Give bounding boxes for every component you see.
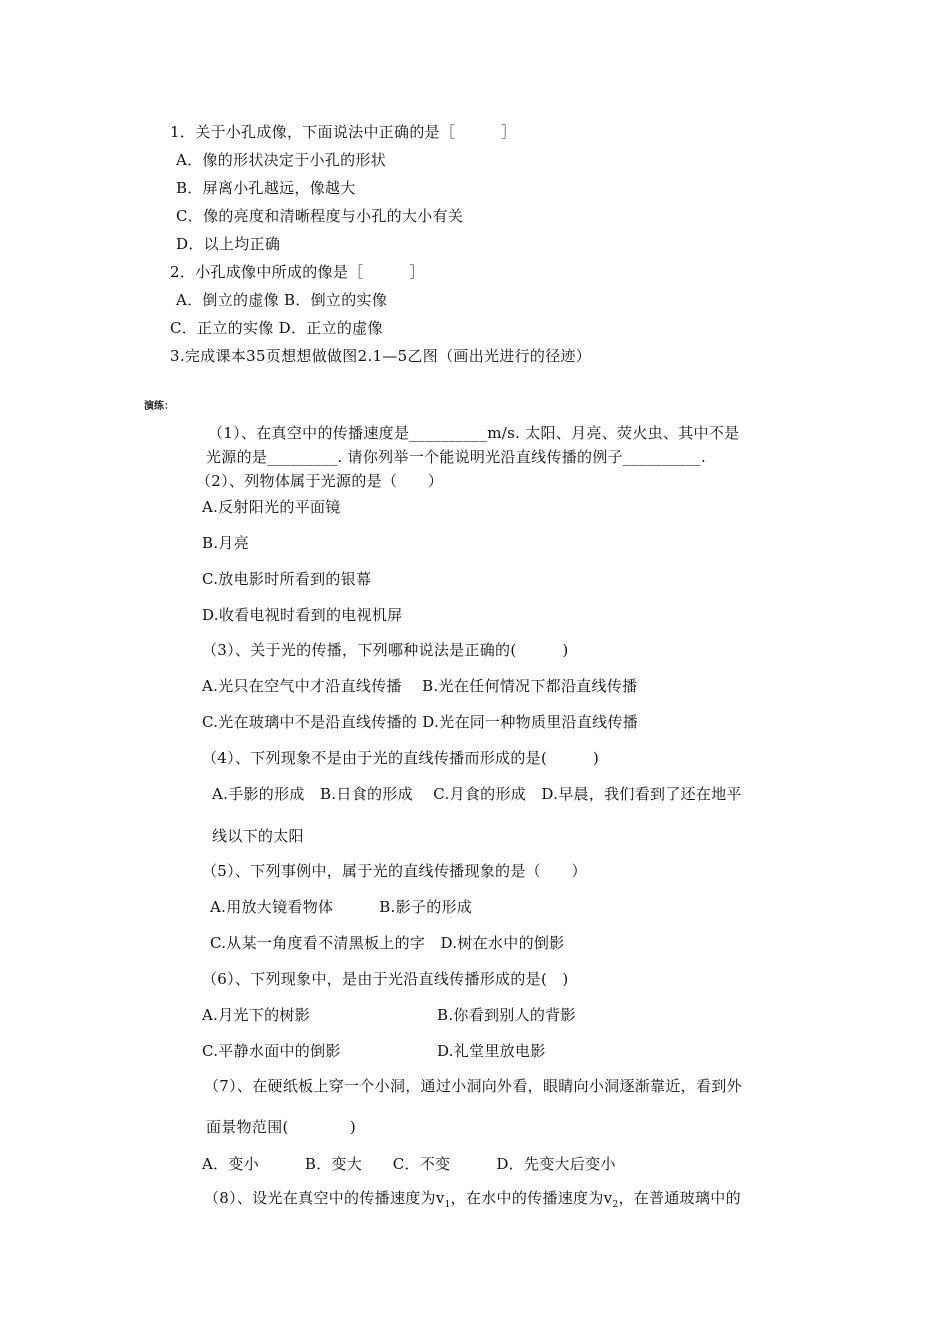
practice-5-options-line1: A.用放大镜看物体 B.影子的形成 xyxy=(210,898,473,916)
question-1-option-b: B．屏离小孔越远，像越大 xyxy=(176,179,356,197)
practice-label: 演练： xyxy=(144,401,174,412)
practice-2-option-c: C.放电影时所看到的银幕 xyxy=(202,570,372,588)
practice-6-option-c: C.平静水面中的倒影 xyxy=(202,1042,341,1060)
practice-3-options-line2: C.光在玻璃中不是沿直线传播的 D.光在同一种物质里沿直线传播 xyxy=(202,713,639,731)
practice-2-option-b: B.月亮 xyxy=(202,534,249,552)
practice-6-option-a: A.月光下的树影 xyxy=(202,1006,311,1024)
practice-2-option-d: D.收看电视时看到的电视机屏 xyxy=(202,606,403,624)
practice-4-stem: （4）、下列现象不是由于光的直线传播而形成的是( ) xyxy=(202,749,600,767)
practice-7-options: A．变小 B．变大 C．不变 D．先变大后变小 xyxy=(202,1155,616,1173)
practice-8-subscript-2: 2 xyxy=(612,1200,619,1210)
question-1-stem: 1．关于小孔成像，下面说法中正确的是［ ］ xyxy=(170,123,517,141)
practice-3-stem: （3）、关于光的传播，下列哪种说法是正确的( ) xyxy=(202,641,569,659)
practice-2-stem: （2）、列物体属于光源的是（ ） xyxy=(196,472,444,490)
practice-8-subscript-1: 1 xyxy=(444,1200,451,1210)
question-1-option-c: C．像的亮度和清晰程度与小孔的大小有关 xyxy=(176,207,464,225)
practice-4-options-line1: A.手影的形成 B.日食的形成 C.月食的形成 D.早晨，我们看到了还在地平 xyxy=(212,785,742,803)
practice-8-text-1: （8）、设光在真空中的传播速度为v xyxy=(204,1189,445,1207)
question-1-option-a: A．像的形状决定于小孔的形状 xyxy=(176,151,387,169)
question-3: 3.完成课本35页想想做做图2.1—5乙图（画出光进行的径迹） xyxy=(170,347,592,365)
practice-7-line2: 面景物范围( ) xyxy=(206,1118,357,1136)
practice-1-line1: （1）、在真空中的传播速度是__________m/s. 太阳、月亮、荧火虫、其中不是 xyxy=(208,424,740,442)
practice-3-options-line1: A.光只在空气中才沿直线传播 B.光在任何情况下都沿直线传播 xyxy=(202,677,638,695)
practice-8-text-3: ，在普通玻璃中的 xyxy=(618,1189,741,1207)
practice-6-stem: （6）、下列现象中，是由于光沿直线传播形成的是( ) xyxy=(202,970,569,988)
practice-2-option-a: A.反射阳光的平面镜 xyxy=(202,498,341,516)
question-2-stem: 2．小孔成像中所成的像是［ ］ xyxy=(170,263,425,281)
practice-8-line1 xyxy=(204,1188,741,1208)
practice-1-line2: 光源的是_________. 请你列举一个能说明光沿直线传播的例子__________. xyxy=(206,448,707,466)
practice-5-options-line2: C.从某一角度看不清黑板上的字 D.树在水中的倒影 xyxy=(210,934,565,952)
question-1-option-d: D．以上均正确 xyxy=(176,235,281,253)
question-2-options-line1: A．倒立的虚像 B．倒立的实像 xyxy=(176,291,388,309)
practice-7-line1: （7）、在硬纸板上穿一个小洞，通过小洞向外看，眼睛向小洞逐渐靠近，看到外 xyxy=(204,1077,742,1095)
practice-8-text-2: ，在水中的传播速度为v xyxy=(450,1189,613,1207)
practice-6-option-b: B.你看到别人的背影 xyxy=(437,1006,576,1024)
question-2-options-line2: C．正立的实像 D．正立的虚像 xyxy=(170,319,383,337)
practice-5-stem: （5）、下列事例中，属于光的直线传播现象的是（ ） xyxy=(202,862,587,880)
practice-6-option-d: D.礼堂里放电影 xyxy=(437,1042,546,1060)
practice-4-options-line2: 线以下的太阳 xyxy=(212,827,304,845)
